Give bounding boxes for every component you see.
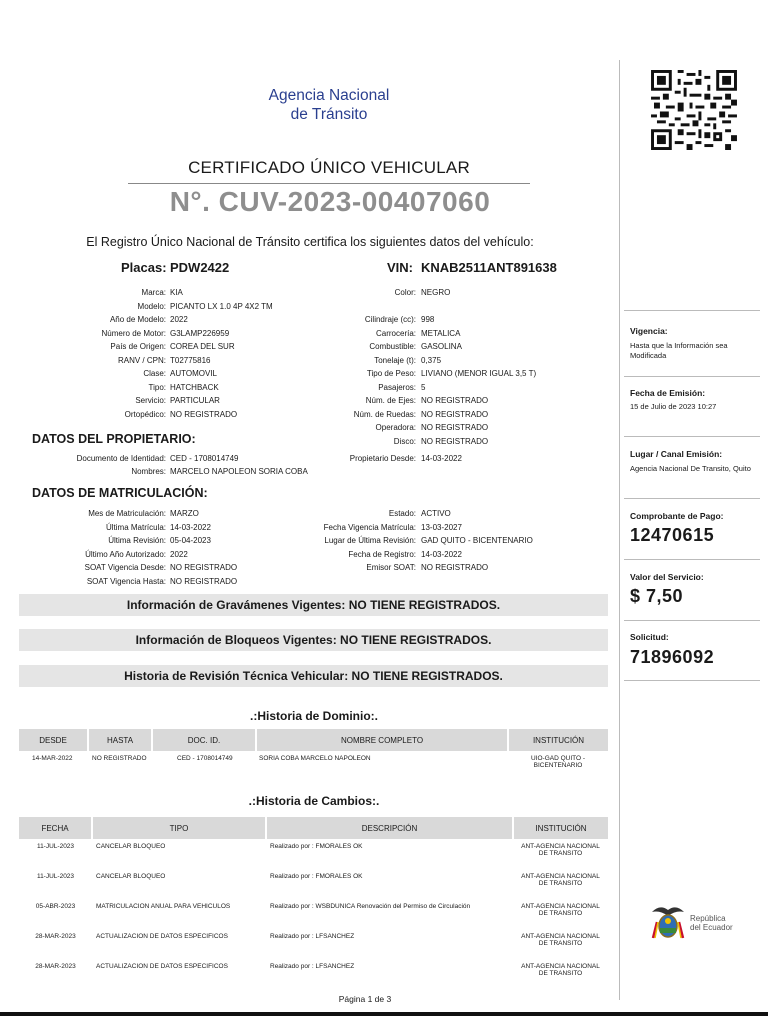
- field-label: Cilindraje (cc):: [364, 315, 416, 324]
- table-row: [19, 869, 608, 899]
- field-value: HATCHBACK: [170, 382, 219, 392]
- field-value: NO REGISTRADO: [170, 576, 238, 586]
- field-label: Tipo de Peso:: [366, 369, 416, 378]
- valor-value: $ 7,50: [630, 586, 684, 606]
- field-value: 2022: [170, 549, 188, 559]
- cell-fecha: 11-JUL-2023: [36, 873, 75, 880]
- field-value: PICANTO LX 1.0 4P 4X2 TM: [170, 301, 273, 311]
- qr-code-icon: [651, 70, 737, 150]
- field-value: 14-03-2022: [421, 549, 462, 559]
- cell-doc-id: CED - 1708014749: [177, 755, 233, 762]
- column-header: INSTITUCIÓN: [508, 729, 608, 751]
- cell-descripcion: Realizado por : WSBDUNICA Renovación del Permiso de Circulación: [270, 903, 471, 910]
- dominio-heading: .:Historia de Dominio:.: [249, 709, 378, 723]
- field-value: METALICA: [421, 328, 461, 338]
- column-header: DESDE: [19, 729, 88, 751]
- emision-value: 15 de Julio de 2023 10:27: [630, 402, 717, 411]
- field-label: Tonelaje (t):: [374, 355, 416, 365]
- field-label: Fecha Vigencia Matrícula:: [323, 522, 416, 532]
- cell-fecha: 05-ABR-2023: [35, 903, 76, 910]
- field-label: SOAT Vigencia Desde:: [84, 563, 166, 572]
- field-label: Clase:: [143, 369, 166, 378]
- vehicle-values-right: [421, 286, 536, 448]
- sidebar-separator: [624, 436, 760, 437]
- owner-id-value: CED - 1708014749: [170, 454, 239, 463]
- field-value: NO REGISTRADO: [421, 396, 489, 405]
- field-value: LIVIANO (MENOR IGUAL 3,5 T): [421, 369, 537, 378]
- cell-fecha: 11-JUL-2023: [36, 843, 75, 850]
- logo-line-1: Agencia Nacional: [268, 87, 390, 104]
- registration-heading: DATOS DE MATRICULACIÓN:: [32, 486, 208, 500]
- field-label: Carrocería:: [375, 328, 416, 338]
- table-row: [19, 751, 608, 770]
- field-value: 2022: [170, 315, 188, 324]
- field-value: T02775816: [170, 355, 211, 365]
- column-header: FECHA: [19, 817, 92, 839]
- field-label: Color:: [394, 288, 416, 297]
- lugar-value: Agencia Nacional De Transito, Quito: [630, 464, 751, 473]
- cell-tipo: CANCELAR BLOQUEO: [96, 873, 166, 880]
- field-label: Pasajeros:: [378, 382, 416, 392]
- bloqueos-banner: Información de Bloqueos Vigentes: NO TIENE REGISTRADOS.: [19, 629, 608, 651]
- owner-names-value: MARCELO NAPOLEON SORIA COBA: [170, 467, 308, 476]
- cell-tipo: MATRICULACION ANUAL PARA VEHICULOS: [96, 903, 231, 910]
- cell-institucion: ANT-AGENCIA NACIONAL DE TRANSITO: [521, 873, 600, 887]
- cell-hasta: NO REGISTRADO: [92, 755, 147, 762]
- owner-id-label: Documento de Identidad:: [76, 454, 166, 463]
- sidebar-separator: [624, 376, 760, 377]
- sidebar-divider: [619, 60, 620, 1000]
- valor-label: Valor del Servicio:: [630, 572, 704, 582]
- field-value: COREA DEL SUR: [170, 342, 235, 351]
- column-header: INSTITUCIÓN: [513, 817, 608, 839]
- field-value: GAD QUITO - BICENTENARIO: [421, 536, 533, 545]
- field-label: Número de Motor:: [101, 328, 166, 338]
- field-value: 0,375: [421, 355, 442, 365]
- table-row: [19, 839, 608, 869]
- vin-value: KNAB2511ANT891638: [421, 260, 557, 275]
- field-label: Marca:: [141, 288, 166, 297]
- cell-fecha: 28-MAR-2023: [35, 963, 76, 970]
- field-label: Estado:: [388, 509, 416, 518]
- field-label: Emisor SOAT:: [366, 563, 416, 572]
- certificate-number: N°. CUV-2023-00407060: [169, 186, 491, 217]
- cell-nombre: SORIA COBA MARCELO NAPOLEON: [259, 755, 371, 762]
- sidebar-separator: [624, 680, 760, 681]
- ecuador-coat-of-arms-icon: [648, 902, 688, 942]
- field-value: NO REGISTRADO: [421, 563, 489, 572]
- field-label: Última Revisión:: [108, 536, 166, 545]
- field-value: NO REGISTRADO: [170, 563, 238, 572]
- field-value: NO REGISTRADO: [421, 436, 489, 446]
- field-label: Lugar de Última Revisión:: [324, 536, 416, 545]
- ant-logo: [240, 66, 418, 138]
- field-value: NO REGISTRADO: [421, 409, 489, 419]
- cambios-heading: .:Historia de Cambios:.: [248, 794, 380, 808]
- cell-tipo: ACTUALIZACION DE DATOS ESPECIFICOS: [96, 933, 228, 940]
- column-header: NOMBRE COMPLETO: [256, 729, 508, 751]
- owner-names-label: Nombres:: [131, 467, 166, 476]
- revision-banner: Historia de Revisión Técnica Vehicular: NO TIENE REGISTRADOS.: [19, 665, 608, 687]
- field-value: MARZO: [170, 509, 199, 518]
- registration-values-left: [170, 507, 237, 588]
- field-label: Disco:: [393, 436, 416, 446]
- cell-institucion: ANT-AGENCIA NACIONAL DE TRANSITO: [521, 963, 600, 977]
- field-value: AUTOMOVIL: [170, 369, 217, 378]
- field-value: NO REGISTRADO: [170, 409, 238, 419]
- table-header-row: [19, 817, 608, 839]
- sidebar-separator: [624, 498, 760, 499]
- page-number: Página 1 de 3: [338, 994, 392, 1004]
- field-label: País de Origen:: [110, 342, 166, 351]
- column-header: DESCRIPCIÓN: [266, 817, 513, 839]
- field-label: Tipo:: [148, 382, 166, 392]
- column-header: TIPO: [92, 817, 266, 839]
- field-label: Año de Modelo:: [109, 315, 166, 324]
- owner-since-label: Propietario Desde:: [349, 454, 416, 463]
- emision-label: Fecha de Emisión:: [630, 388, 706, 398]
- bottom-border: [0, 1012, 768, 1016]
- gravamenes-banner: Información de Gravámenes Vigentes: NO TIENE REGISTRADOS.: [19, 594, 608, 616]
- field-label: Ortopédico:: [124, 409, 166, 419]
- owner-since-value: 14-03-2022: [421, 454, 462, 463]
- lugar-label: Lugar / Canal Emisión:: [630, 449, 723, 459]
- document-title: CERTIFICADO ÚNICO VEHICULAR: [188, 158, 470, 177]
- field-label: SOAT Vigencia Hasta:: [86, 576, 166, 586]
- republica-line-2: del Ecuador: [690, 923, 733, 932]
- field-label: Servicio:: [135, 396, 166, 405]
- cell-institucion: UIO-GAD QUITO - BICENTENARIO: [530, 755, 586, 769]
- vehicle-labels-right: [296, 286, 416, 448]
- republica-line-1: República: [690, 914, 726, 923]
- field-label: Último Año Autorizado:: [85, 549, 166, 559]
- registration-labels-left: [40, 507, 166, 588]
- vehicle-labels-left: [40, 286, 166, 421]
- column-header: HASTA: [88, 729, 152, 751]
- table-header-row: [19, 729, 608, 751]
- field-value: NEGRO: [421, 288, 451, 297]
- title-divider: [128, 183, 530, 184]
- field-value: 14-03-2022: [170, 522, 211, 532]
- field-value: G3LAMP226959: [170, 328, 230, 338]
- vigencia-value: Hasta que la Información sea Modificada: [630, 341, 728, 360]
- field-label: Combustible:: [369, 342, 416, 351]
- cell-tipo: ACTUALIZACION DE DATOS ESPECIFICOS: [96, 963, 228, 970]
- sidebar-separator: [624, 310, 760, 311]
- solicitud-label: Solicitud:: [630, 632, 669, 642]
- cell-institucion: ANT-AGENCIA NACIONAL DE TRANSITO: [521, 903, 600, 917]
- cell-descripcion: Realizado por : LFSANCHEZ: [270, 933, 355, 940]
- cell-descripcion: Realizado por : FMORALES OK: [270, 843, 363, 850]
- field-label: Última Matrícula:: [105, 522, 166, 532]
- field-value: NO REGISTRADO: [421, 423, 489, 432]
- field-label: [296, 300, 416, 314]
- cambios-table: [19, 817, 608, 989]
- plate-label: Placas:: [121, 260, 167, 275]
- field-label: RANV / CPN:: [117, 355, 166, 365]
- field-label: Núm. de Ejes:: [365, 396, 416, 405]
- cell-desde: 14-MAR-2022: [32, 755, 73, 762]
- plate-value: PDW2422: [170, 260, 230, 275]
- field-value: PARTICULAR: [170, 396, 220, 405]
- logo-line-2: de Tránsito: [290, 106, 368, 123]
- dominio-table: [19, 729, 608, 770]
- field-value: [421, 300, 536, 314]
- field-label: Fecha de Registro:: [348, 549, 416, 559]
- field-value: 5: [421, 382, 426, 392]
- comprobante-label: Comprobante de Pago:: [630, 511, 724, 521]
- field-value: 998: [421, 315, 435, 324]
- cell-tipo: CANCELAR BLOQUEO: [96, 843, 166, 850]
- field-value: 13-03-2027: [421, 522, 462, 532]
- owner-heading: DATOS DEL PROPIETARIO:: [32, 432, 196, 446]
- cell-institucion: ANT-AGENCIA NACIONAL DE TRANSITO: [521, 843, 600, 857]
- field-label: Mes de Matriculación:: [88, 509, 166, 518]
- registration-labels-right: [296, 507, 416, 575]
- cell-institucion: ANT-AGENCIA NACIONAL DE TRANSITO: [521, 933, 600, 947]
- field-label: Operadora:: [375, 423, 416, 432]
- cell-fecha: 28-MAR-2023: [35, 933, 76, 940]
- vehicle-values-left: [170, 286, 273, 421]
- sidebar-separator: [624, 620, 760, 621]
- table-row: [19, 929, 608, 959]
- cell-descripcion: Realizado por : LFSANCHEZ: [270, 963, 355, 970]
- field-value: ACTIVO: [421, 509, 451, 518]
- vigencia-label: Vigencia:: [630, 326, 668, 336]
- field-value: KIA: [170, 288, 183, 297]
- intro-text: El Registro Único Nacional de Tránsito certifica los siguientes datos del vehículo:: [86, 235, 534, 249]
- solicitud-value: 71896092: [630, 647, 715, 667]
- field-label: Modelo:: [137, 301, 166, 311]
- field-label: Núm. de Ruedas:: [353, 409, 416, 419]
- field-value: GASOLINA: [421, 342, 462, 351]
- registration-values-right: [421, 507, 533, 575]
- comprobante-value: 12470615: [630, 525, 715, 545]
- cell-descripcion: Realizado por : FMORALES OK: [270, 873, 363, 880]
- table-row: [19, 899, 608, 929]
- sidebar-separator: [624, 559, 760, 560]
- vin-label: VIN:: [387, 260, 413, 275]
- republica-ecuador-text: [690, 914, 733, 932]
- field-value: 05-04-2023: [170, 536, 211, 545]
- table-row: [19, 959, 608, 989]
- column-header: DOC. ID.: [152, 729, 256, 751]
